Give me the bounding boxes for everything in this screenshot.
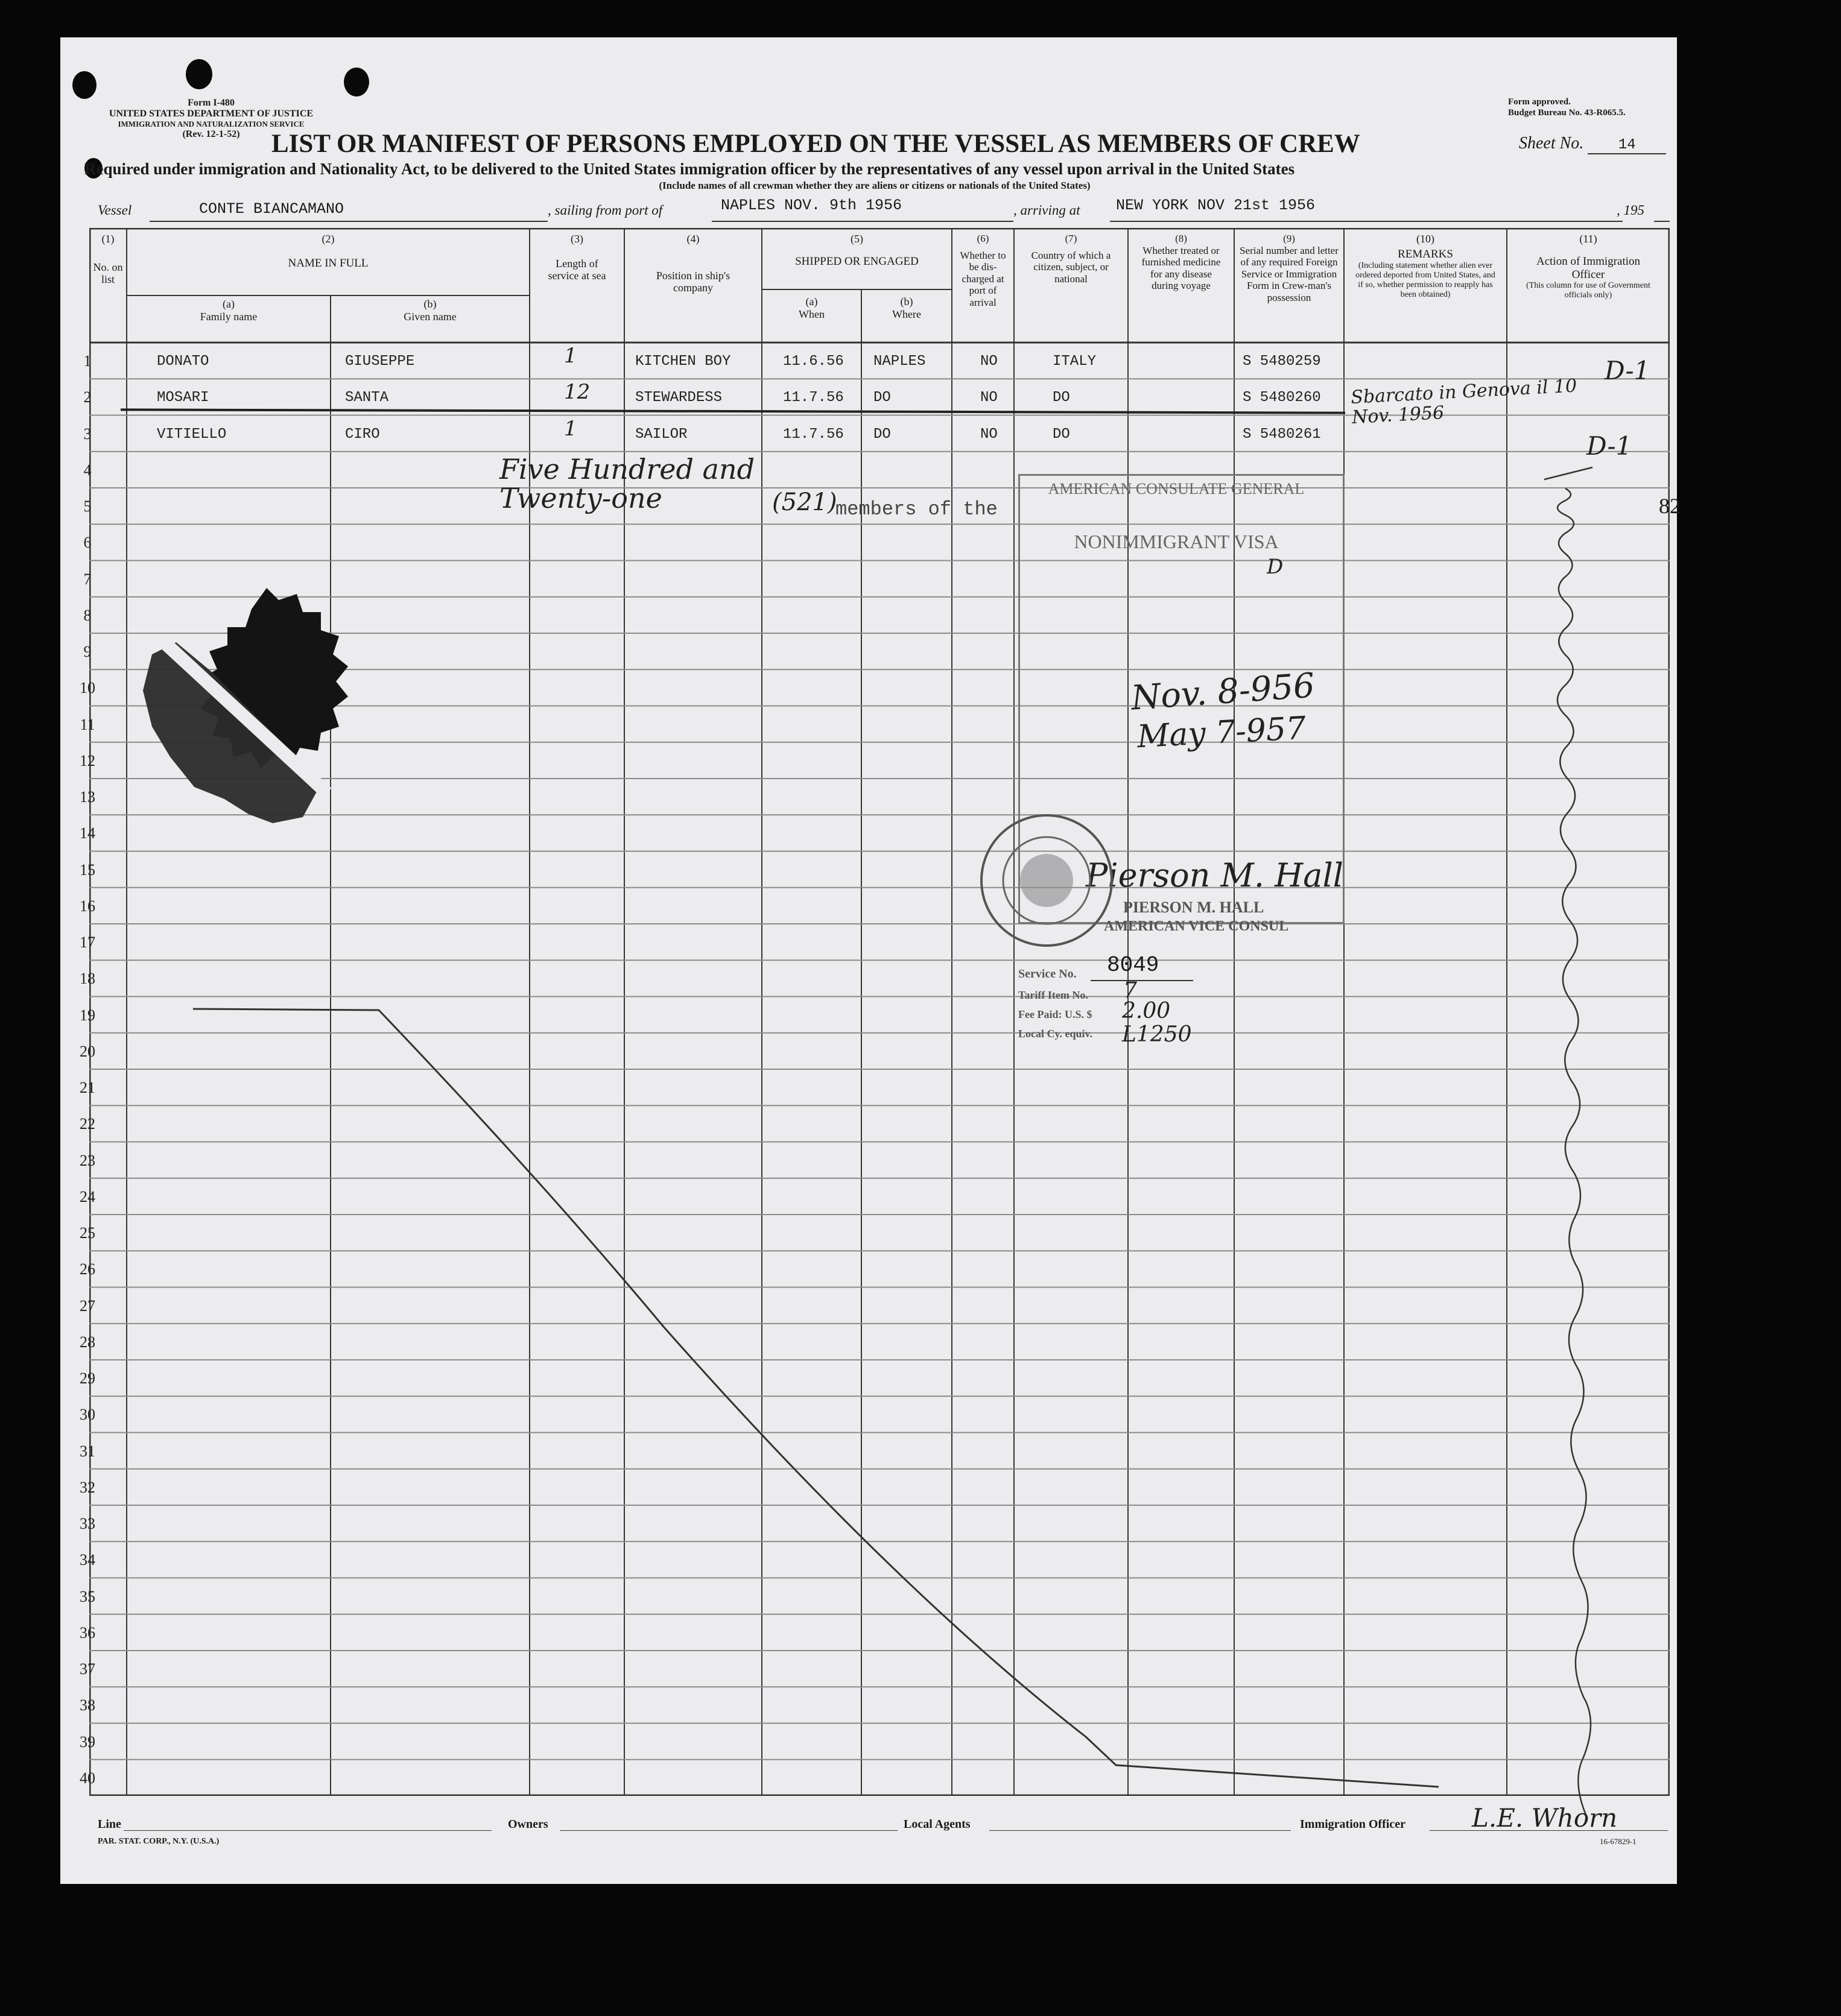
arriving-label: , arriving at: [1013, 203, 1080, 218]
crew-when: 11.7.56: [783, 390, 844, 406]
row-number: 27: [80, 1297, 95, 1315]
row-number: 1: [83, 352, 92, 370]
col-3-number: (3): [571, 233, 583, 245]
row-number: 38: [80, 1696, 95, 1714]
local-amount: L1250: [1122, 1022, 1192, 1047]
col-10-number: (10): [1416, 233, 1434, 245]
row-number: 6: [83, 534, 92, 552]
row-number: 9: [83, 643, 92, 660]
manifest-subtitle: Required under immigration and Nationality Act, to be delivered to the United States immigration officer by the representatives of any vessel upon arrival in the United States: [84, 160, 1295, 178]
year-label: , 195: [1617, 203, 1644, 218]
crew-when: 11.6.56: [783, 353, 844, 370]
row-number: 26: [80, 1260, 95, 1278]
typed-consul-name: PIERSON M. HALL: [1123, 899, 1264, 916]
row-number: 3: [83, 425, 92, 443]
form-approved: Form approved.: [1508, 97, 1571, 107]
row-number: 2: [83, 388, 92, 406]
row-number: 13: [80, 788, 95, 806]
row-number: 15: [80, 861, 95, 879]
crew-serial: S 5480261: [1243, 426, 1321, 443]
col-1-number: (1): [101, 233, 115, 245]
row-number: 39: [80, 1733, 95, 1751]
col-4-number: (4): [686, 233, 700, 245]
crew-length: 1: [564, 344, 577, 368]
crew-country: DO: [1053, 390, 1070, 406]
footer-agents-label: Local Agents: [904, 1818, 971, 1831]
service-label: Service No.: [1018, 967, 1077, 981]
row-number: 4: [83, 461, 92, 479]
consul-signature: Pierson M. Hall: [1086, 856, 1343, 894]
service-name: IMMIGRATION AND NATURALIZATION SERVICE: [118, 119, 305, 128]
row-number: 20: [80, 1042, 95, 1060]
local-label: Local Cy. equiv.: [1018, 1028, 1093, 1040]
col-8-number: (8): [1175, 233, 1187, 244]
row-number: 10: [80, 679, 95, 697]
row-number: 21: [80, 1079, 95, 1096]
row-number: 19: [80, 1006, 95, 1024]
fee-amount: 2.00: [1122, 999, 1171, 1023]
crew-given: CIRO: [345, 426, 380, 443]
row-number: 16: [80, 897, 95, 915]
officer-signature: L.E. Whorn: [1472, 1803, 1618, 1833]
family-a: (a): [223, 298, 235, 310]
row-number: 31: [80, 1442, 95, 1460]
visa-date-1: Nov. 8-956: [1130, 666, 1316, 718]
footer-line-label: Line: [98, 1818, 121, 1831]
stamp-visa: NONIMMIGRANT VISA: [1074, 531, 1279, 552]
col-6-number: (6): [977, 233, 989, 244]
col-medicine: Whether treated or furnished medicine for any disease during voyage: [1141, 244, 1221, 292]
row-number: 17: [80, 934, 95, 951]
sailing-label: , sailing from port of: [548, 203, 663, 218]
col-where: Where: [892, 308, 921, 320]
col-5-number: (5): [851, 233, 863, 245]
row-number: 14: [80, 824, 95, 842]
col-no-on-list: No. on list: [93, 261, 123, 286]
crew-country: DO: [1053, 426, 1070, 443]
row-number: 35: [80, 1587, 95, 1605]
crew-where: NAPLES: [873, 353, 926, 370]
col-family-name: Family name: [200, 310, 258, 323]
row-number: 28: [80, 1333, 95, 1351]
vice-consul-title: AMERICAN VICE CONSUL: [1104, 918, 1289, 934]
row-number: 36: [80, 1623, 95, 1642]
row-number: 40: [80, 1769, 95, 1787]
col-11-number: (11): [1579, 233, 1597, 245]
footer-officer-label: Immigration Officer: [1300, 1818, 1405, 1831]
row-number: 5: [83, 498, 92, 515]
crew-length: 12: [564, 380, 591, 405]
form-revision: (Rev. 12-1-52): [182, 128, 240, 139]
fee-label: Fee Paid: U.S. $: [1018, 1008, 1092, 1020]
col-remarks: REMARKS: [1398, 247, 1453, 261]
action-row-1: D-1: [1605, 356, 1650, 385]
col-position: Position in ship's company: [656, 269, 730, 294]
crew-serial: S 5480259: [1243, 353, 1321, 370]
service-number: 8049: [1107, 953, 1159, 978]
stamp-consulate: AMERICAN CONSULATE GENERAL: [1048, 480, 1305, 498]
col-name-in-full: NAME IN FULL: [288, 257, 369, 270]
col-shipped-or-engaged: SHIPPED OR ENGAGED: [795, 254, 919, 268]
form-number: Form I-480: [188, 98, 235, 108]
row-number: 7: [83, 570, 92, 588]
row-number: 22: [80, 1115, 95, 1133]
where-b: (b): [900, 295, 913, 308]
count-figure: (521): [772, 488, 837, 516]
tariff-label: Tariff Item No.: [1018, 989, 1088, 1001]
crew-serial: S 5480260: [1243, 390, 1321, 406]
row-number: 25: [80, 1224, 95, 1242]
crew-position: KITCHEN BOY: [635, 353, 731, 370]
crew-discharged: NO: [980, 390, 998, 406]
crew-given: GIUSEPPE: [345, 353, 415, 370]
col-discharged: Whether to be dis-charged at port of arrival: [960, 249, 1006, 308]
row-number: 12: [80, 751, 95, 769]
given-b: (b): [423, 298, 437, 310]
row-number: 24: [80, 1187, 95, 1205]
handwritten-count: Five Hundred and Twenty-one: [499, 453, 755, 515]
col-action: Action of Immigration Officer: [1536, 254, 1641, 281]
col-2-number: (2): [322, 233, 335, 245]
col-given-name: Given name: [404, 310, 457, 323]
crew-family: MOSARI: [157, 390, 209, 406]
remarks-row-2: Sbarcato in Genova il 10 Nov. 1956: [1350, 375, 1577, 428]
vessel-label: Vessel: [98, 203, 132, 218]
sheet-number: 14: [1588, 137, 1666, 154]
col-when: When: [799, 308, 825, 320]
stamp-class: D: [1267, 555, 1284, 579]
manifest-note: (Include names of all crewman whether they are aliens or citizens or nationals of the United States): [659, 180, 1091, 191]
crew-length: 1: [564, 416, 577, 441]
row-number: 23: [80, 1151, 95, 1169]
row-number: 29: [80, 1370, 95, 1387]
crew-where: DO: [873, 426, 891, 443]
row-number: 33: [80, 1515, 95, 1532]
col-action-note: (This column for use of Government officials only): [1526, 281, 1650, 300]
crew-where: DO: [873, 390, 891, 406]
sailing-port: NAPLES NOV. 9th 1956: [721, 197, 902, 214]
number-82: 82: [1659, 494, 1681, 518]
col-serial: Serial number and letter of any required Foreign Service or Immigration Form in Crew-man's possession: [1240, 244, 1339, 303]
crew-country: ITALY: [1053, 353, 1097, 370]
crew-discharged: NO: [980, 426, 998, 443]
crew-position: STEWARDESS: [635, 390, 723, 406]
col-length-of-service: Length of service at sea: [548, 257, 606, 282]
col-7-number: (7): [1065, 233, 1077, 244]
crew-family: VITIELLO: [157, 426, 227, 443]
tariff-number: 7: [1123, 978, 1137, 1003]
action-row-3: D-1: [1586, 431, 1632, 461]
visa-date-2: May 7-957: [1136, 710, 1307, 756]
crew-given: SANTA: [345, 390, 389, 406]
row-number: 32: [80, 1478, 95, 1496]
crew-family: DONATO: [157, 353, 209, 370]
row-number: 8: [83, 606, 92, 624]
sheet-label: Sheet No.: [1519, 134, 1584, 153]
crew-position: SAILOR: [635, 426, 688, 443]
department: UNITED STATES DEPARTMENT OF JUSTICE: [109, 109, 314, 119]
budget-bureau: Budget Bureau No. 43-R065.5.: [1508, 108, 1626, 118]
row-number: 11: [80, 715, 95, 733]
manifest-title: LIST OR MANIFEST OF PERSONS EMPLOYED ON THE VESSEL AS MEMBERS OF CREW: [271, 130, 1360, 158]
footer-owners-label: Owners: [508, 1818, 548, 1831]
vessel-name: CONTE BIANCAMANO: [199, 200, 344, 218]
row-number: 37: [80, 1660, 95, 1678]
crew-when: 11.7.56: [783, 426, 844, 443]
row-number: 34: [80, 1551, 95, 1569]
row-number: 30: [80, 1406, 95, 1424]
row-number: 18: [80, 970, 95, 988]
col-remarks-note: (Including statement whether alien ever ordered deported from United States, and if so, whether permission to reapply has been obtained): [1355, 261, 1495, 299]
typed-tail: members of the: [835, 498, 998, 520]
form-code: 16-67829-1: [1600, 1837, 1637, 1846]
col-country: Country of which a citizen, subject, or national: [1031, 249, 1111, 285]
when-a: (a): [805, 295, 818, 308]
crew-discharged: NO: [980, 353, 998, 370]
printer-imprint: PAR. STAT. CORP., N.Y. (U.S.A.): [98, 1837, 220, 1846]
col-9-number: (9): [1283, 233, 1295, 244]
arriving-port: NEW YORK NOV 21st 1956: [1116, 197, 1316, 214]
